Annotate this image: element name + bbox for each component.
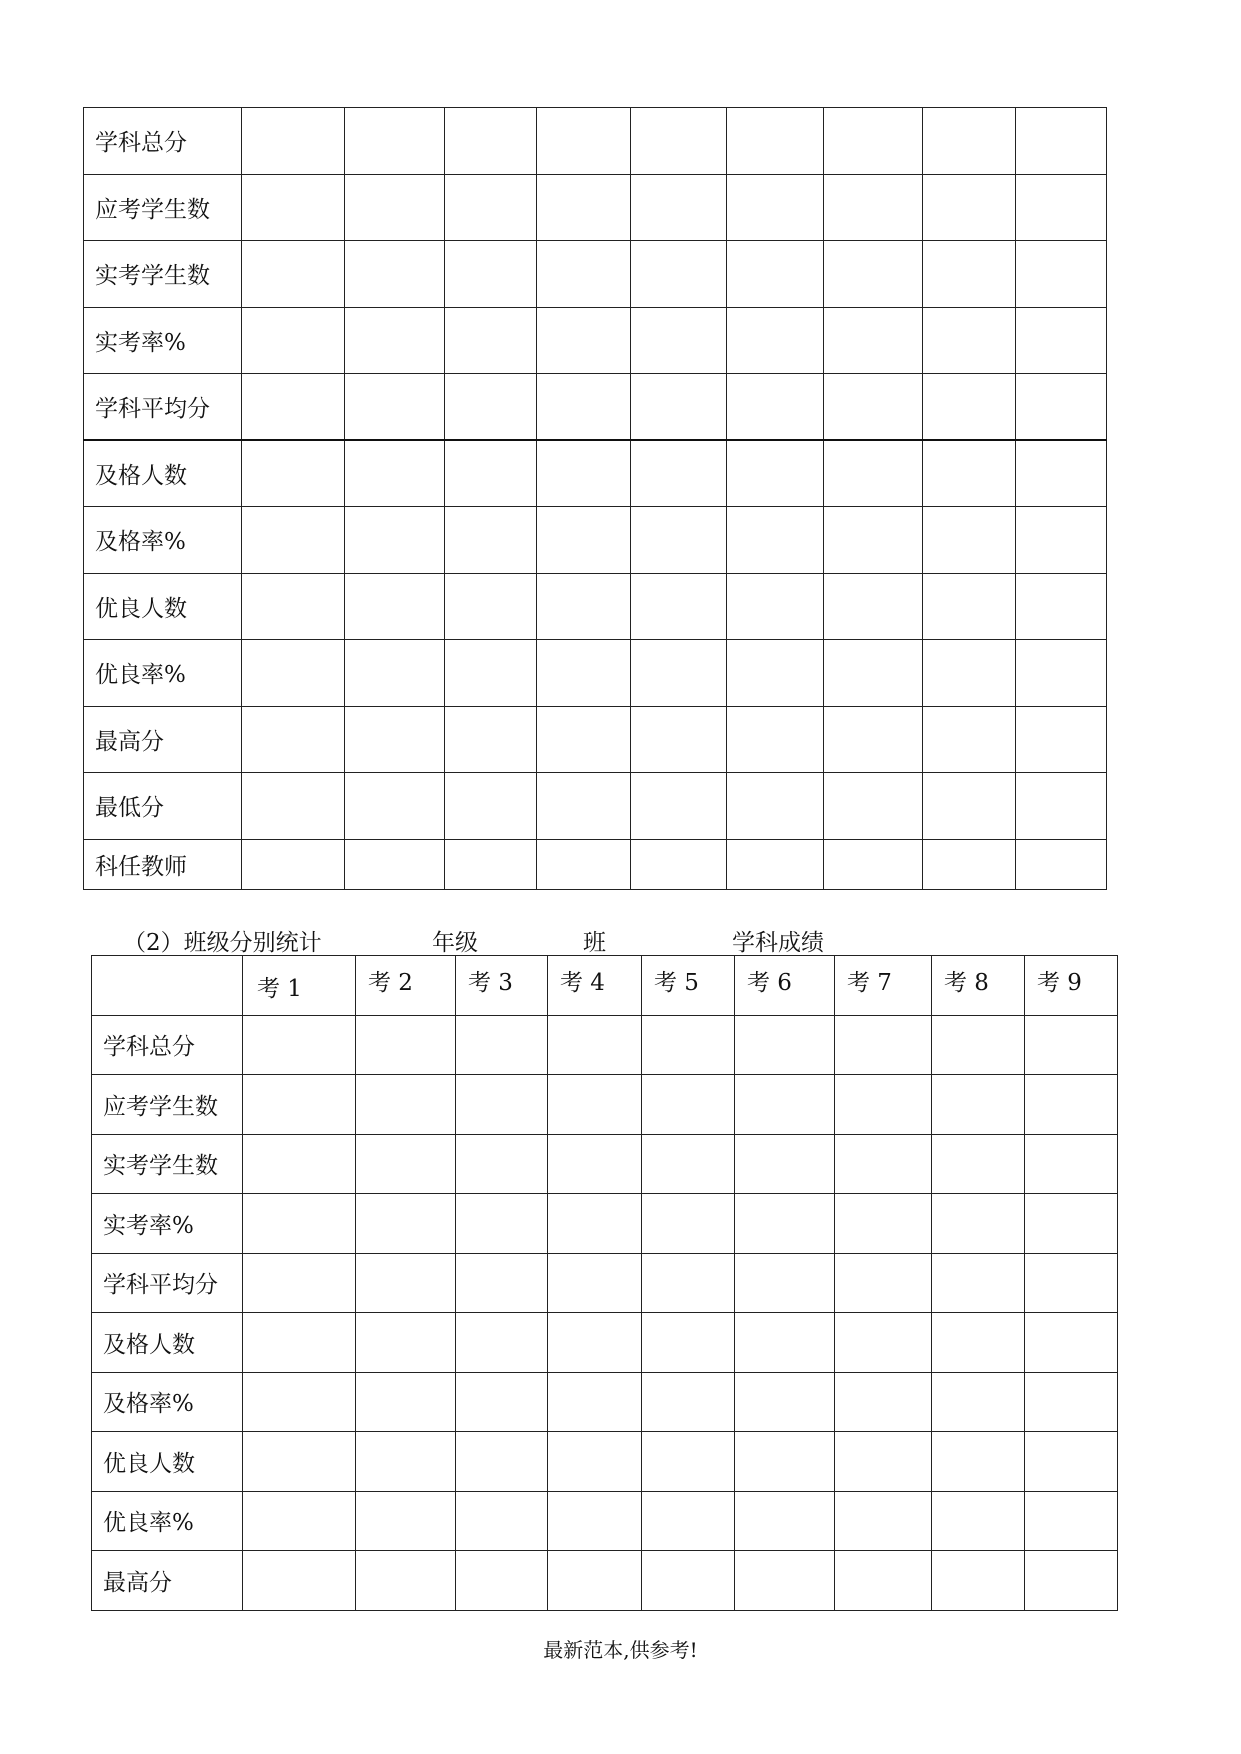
data-cell[interactable]	[537, 374, 631, 441]
data-cell[interactable]	[345, 108, 445, 175]
data-cell[interactable]	[1025, 1551, 1118, 1611]
row-label: 及格率%	[92, 1372, 243, 1432]
data-cell[interactable]	[642, 1313, 735, 1373]
data-cell[interactable]	[1025, 1253, 1118, 1313]
data-cell[interactable]	[242, 839, 345, 889]
data-cell[interactable]	[642, 1372, 735, 1432]
data-cell[interactable]	[824, 241, 923, 308]
data-cell[interactable]	[727, 640, 824, 707]
data-cell[interactable]	[735, 1194, 835, 1254]
row-label: 科任教师	[84, 839, 242, 889]
data-cell[interactable]	[923, 174, 1016, 241]
data-cell[interactable]	[242, 241, 345, 308]
data-cell[interactable]	[932, 1194, 1025, 1254]
data-cell[interactable]	[642, 1432, 735, 1492]
data-cell[interactable]	[1016, 108, 1107, 175]
data-cell[interactable]	[932, 1075, 1025, 1135]
data-cell[interactable]	[445, 440, 537, 507]
data-cell[interactable]	[735, 1134, 835, 1194]
data-cell[interactable]	[1025, 1313, 1118, 1373]
data-cell[interactable]	[923, 307, 1016, 374]
data-cell[interactable]	[243, 1075, 356, 1135]
data-cell[interactable]	[631, 440, 727, 507]
data-cell[interactable]	[1016, 573, 1107, 640]
table-row	[84, 507, 1107, 574]
data-cell[interactable]	[356, 1075, 456, 1135]
data-cell[interactable]	[642, 1194, 735, 1254]
data-cell[interactable]	[356, 1372, 456, 1432]
data-cell[interactable]	[932, 1432, 1025, 1492]
table-row	[92, 1075, 1118, 1135]
data-cell[interactable]	[835, 1432, 932, 1492]
data-cell[interactable]	[1016, 307, 1107, 374]
data-cell[interactable]	[456, 1491, 548, 1551]
section-caption-class: 班	[583, 930, 606, 956]
data-cell[interactable]	[727, 839, 824, 889]
data-cell[interactable]	[537, 773, 631, 840]
data-cell[interactable]	[923, 839, 1016, 889]
table-row	[84, 706, 1107, 773]
table-row	[84, 440, 1107, 507]
row-label: 实考率%	[92, 1194, 243, 1254]
table-row	[84, 374, 1107, 441]
data-cell[interactable]	[345, 839, 445, 889]
data-cell[interactable]	[243, 1134, 356, 1194]
column-header: 考 2	[356, 956, 456, 1016]
data-cell[interactable]	[932, 1253, 1025, 1313]
data-cell[interactable]	[824, 706, 923, 773]
data-cell[interactable]	[824, 573, 923, 640]
data-cell[interactable]	[932, 1491, 1025, 1551]
data-cell[interactable]	[1016, 440, 1107, 507]
data-cell[interactable]	[243, 1551, 356, 1611]
data-cell[interactable]	[631, 108, 727, 175]
data-cell[interactable]	[548, 1491, 642, 1551]
data-cell[interactable]	[345, 241, 445, 308]
data-cell[interactable]	[1025, 1194, 1118, 1254]
table-row	[84, 839, 1107, 889]
data-cell[interactable]	[537, 507, 631, 574]
data-cell[interactable]	[727, 706, 824, 773]
data-cell[interactable]	[456, 1253, 548, 1313]
footer-note: 最新范本,供参考!	[543, 1638, 698, 1662]
corner-cell	[92, 956, 243, 1016]
subject-statistics-table	[83, 107, 1107, 890]
table-row	[92, 1194, 1118, 1254]
data-cell[interactable]	[1016, 374, 1107, 441]
data-cell[interactable]	[356, 1432, 456, 1492]
data-cell[interactable]	[537, 307, 631, 374]
data-cell[interactable]	[631, 307, 727, 374]
row-label: 优良人数	[84, 573, 242, 640]
table-row	[84, 241, 1107, 308]
data-cell[interactable]	[548, 1075, 642, 1135]
row-label: 实考学生数	[84, 241, 242, 308]
data-cell[interactable]	[345, 640, 445, 707]
data-cell[interactable]	[537, 241, 631, 308]
data-cell[interactable]	[932, 1134, 1025, 1194]
data-cell[interactable]	[456, 1551, 548, 1611]
data-cell[interactable]	[824, 108, 923, 175]
data-cell[interactable]	[735, 1015, 835, 1075]
data-cell[interactable]	[456, 1194, 548, 1254]
data-cell[interactable]	[932, 1551, 1025, 1611]
data-cell[interactable]	[345, 507, 445, 574]
data-cell[interactable]	[923, 640, 1016, 707]
row-label: 优良率%	[92, 1491, 243, 1551]
data-cell[interactable]	[356, 1015, 456, 1075]
table-row	[92, 1372, 1118, 1432]
data-cell[interactable]	[243, 1372, 356, 1432]
data-cell[interactable]	[631, 507, 727, 574]
row-label: 优良人数	[92, 1432, 243, 1492]
data-cell[interactable]	[631, 573, 727, 640]
row-label: 应考学生数	[92, 1075, 243, 1135]
data-cell[interactable]	[243, 1253, 356, 1313]
data-cell[interactable]	[835, 1313, 932, 1373]
data-cell[interactable]	[356, 1551, 456, 1611]
data-cell[interactable]	[727, 241, 824, 308]
column-header: 考 3	[456, 956, 548, 1016]
data-cell[interactable]	[727, 307, 824, 374]
data-cell[interactable]	[356, 1491, 456, 1551]
data-cell[interactable]	[631, 839, 727, 889]
row-label: 实考率%	[84, 307, 242, 374]
class-statistics-table	[91, 955, 1118, 1611]
column-header: 考 4	[548, 956, 642, 1016]
data-cell[interactable]	[1025, 1134, 1118, 1194]
data-cell[interactable]	[727, 573, 824, 640]
data-cell[interactable]	[356, 1253, 456, 1313]
data-cell[interactable]	[824, 307, 923, 374]
data-cell[interactable]	[456, 1432, 548, 1492]
row-label: 学科平均分	[92, 1253, 243, 1313]
data-cell[interactable]	[824, 773, 923, 840]
data-cell[interactable]	[835, 1134, 932, 1194]
data-cell[interactable]	[456, 1372, 548, 1432]
data-cell[interactable]	[445, 108, 537, 175]
data-cell[interactable]	[735, 1372, 835, 1432]
table-row	[84, 307, 1107, 374]
data-cell[interactable]	[824, 174, 923, 241]
table-row	[92, 1551, 1118, 1611]
column-header: 考 6	[735, 956, 835, 1016]
data-cell[interactable]	[345, 374, 445, 441]
data-cell[interactable]	[1016, 839, 1107, 889]
data-cell[interactable]	[445, 174, 537, 241]
data-cell[interactable]	[631, 706, 727, 773]
data-cell[interactable]	[445, 839, 537, 889]
column-header: 考 7	[835, 956, 932, 1016]
data-cell[interactable]	[548, 1551, 642, 1611]
data-cell[interactable]	[345, 440, 445, 507]
header-row	[92, 956, 1118, 1016]
data-cell[interactable]	[548, 1372, 642, 1432]
data-cell[interactable]	[1016, 640, 1107, 707]
data-cell[interactable]	[923, 573, 1016, 640]
table-row	[92, 1134, 1118, 1194]
data-cell[interactable]	[932, 1015, 1025, 1075]
data-cell[interactable]	[243, 1432, 356, 1492]
data-cell[interactable]	[345, 573, 445, 640]
data-cell[interactable]	[642, 1015, 735, 1075]
data-cell[interactable]	[735, 1551, 835, 1611]
data-cell[interactable]	[923, 241, 1016, 308]
data-cell[interactable]	[631, 174, 727, 241]
data-cell[interactable]	[1016, 507, 1107, 574]
data-cell[interactable]	[642, 1075, 735, 1135]
data-cell[interactable]	[242, 573, 345, 640]
row-label: 及格人数	[92, 1313, 243, 1373]
row-label: 学科总分	[92, 1015, 243, 1075]
data-cell[interactable]	[1025, 1075, 1118, 1135]
data-cell[interactable]	[345, 307, 445, 374]
table-row	[84, 773, 1107, 840]
row-label: 学科平均分	[84, 374, 242, 441]
data-cell[interactable]	[456, 1015, 548, 1075]
data-cell[interactable]	[631, 241, 727, 308]
data-cell[interactable]	[548, 1432, 642, 1492]
data-cell[interactable]	[537, 174, 631, 241]
data-cell[interactable]	[824, 640, 923, 707]
data-cell[interactable]	[456, 1075, 548, 1135]
data-cell[interactable]	[345, 706, 445, 773]
data-cell[interactable]	[243, 1491, 356, 1551]
data-cell[interactable]	[242, 440, 345, 507]
table-row	[84, 108, 1107, 175]
data-cell[interactable]	[1016, 174, 1107, 241]
data-cell[interactable]	[923, 507, 1016, 574]
section-caption-prefix: （2）班级分别统计	[123, 930, 322, 956]
data-cell[interactable]	[923, 374, 1016, 441]
data-cell[interactable]	[1025, 1491, 1118, 1551]
data-cell[interactable]	[548, 1253, 642, 1313]
data-cell[interactable]	[735, 1432, 835, 1492]
table-row	[84, 174, 1107, 241]
data-cell[interactable]	[631, 374, 727, 441]
data-cell[interactable]	[923, 773, 1016, 840]
data-cell[interactable]	[445, 241, 537, 308]
data-cell[interactable]	[242, 374, 345, 441]
data-cell[interactable]	[243, 1194, 356, 1254]
table-row	[92, 1253, 1118, 1313]
data-cell[interactable]	[242, 507, 345, 574]
data-cell[interactable]	[445, 706, 537, 773]
table-row	[92, 1432, 1118, 1492]
table-row	[92, 1491, 1118, 1551]
data-cell[interactable]	[345, 174, 445, 241]
data-cell[interactable]	[727, 773, 824, 840]
data-cell[interactable]	[735, 1313, 835, 1373]
row-label: 优良率%	[84, 640, 242, 707]
data-cell[interactable]	[835, 1015, 932, 1075]
data-cell[interactable]	[548, 1134, 642, 1194]
column-header: 考 5	[642, 956, 735, 1016]
data-cell[interactable]	[242, 108, 345, 175]
data-cell[interactable]	[835, 1075, 932, 1135]
data-cell[interactable]	[356, 1134, 456, 1194]
data-cell[interactable]	[835, 1372, 932, 1432]
section-caption-grade: 年级	[432, 930, 478, 956]
data-cell[interactable]	[537, 839, 631, 889]
data-cell[interactable]	[923, 108, 1016, 175]
data-cell[interactable]	[727, 108, 824, 175]
data-cell[interactable]	[923, 440, 1016, 507]
data-cell[interactable]	[727, 507, 824, 574]
data-cell[interactable]	[727, 174, 824, 241]
data-cell[interactable]	[445, 307, 537, 374]
data-cell[interactable]	[445, 507, 537, 574]
table-row	[84, 640, 1107, 707]
table-row	[92, 1313, 1118, 1373]
data-cell[interactable]	[456, 1313, 548, 1373]
data-cell[interactable]	[824, 839, 923, 889]
data-cell[interactable]	[537, 573, 631, 640]
data-cell[interactable]	[735, 1075, 835, 1135]
data-cell[interactable]	[642, 1253, 735, 1313]
data-cell[interactable]	[345, 773, 445, 840]
data-cell[interactable]	[1025, 1372, 1118, 1432]
data-cell[interactable]	[835, 1551, 932, 1611]
data-cell[interactable]	[642, 1551, 735, 1611]
row-label: 实考学生数	[92, 1134, 243, 1194]
data-cell[interactable]	[824, 374, 923, 441]
data-cell[interactable]	[1025, 1015, 1118, 1075]
data-cell[interactable]	[445, 374, 537, 441]
data-cell[interactable]	[537, 706, 631, 773]
data-cell[interactable]	[537, 640, 631, 707]
row-label: 及格率%	[84, 507, 242, 574]
data-cell[interactable]	[243, 1313, 356, 1373]
data-cell[interactable]	[835, 1194, 932, 1254]
data-cell[interactable]	[642, 1491, 735, 1551]
data-cell[interactable]	[735, 1491, 835, 1551]
data-cell[interactable]	[356, 1194, 456, 1254]
data-cell[interactable]	[537, 440, 631, 507]
data-cell[interactable]	[1016, 241, 1107, 308]
data-cell[interactable]	[824, 440, 923, 507]
data-cell[interactable]	[735, 1253, 835, 1313]
data-cell[interactable]	[242, 640, 345, 707]
data-cell[interactable]	[548, 1015, 642, 1075]
data-cell[interactable]	[631, 640, 727, 707]
data-cell[interactable]	[445, 573, 537, 640]
data-cell[interactable]	[1016, 773, 1107, 840]
row-label: 应考学生数	[84, 174, 242, 241]
data-cell[interactable]	[1016, 706, 1107, 773]
data-cell[interactable]	[242, 307, 345, 374]
data-cell[interactable]	[456, 1134, 548, 1194]
row-label: 最高分	[84, 706, 242, 773]
table-row	[92, 1015, 1118, 1075]
data-cell[interactable]	[923, 706, 1016, 773]
row-label: 最低分	[84, 773, 242, 840]
data-cell[interactable]	[548, 1313, 642, 1373]
data-cell[interactable]	[242, 706, 345, 773]
data-cell[interactable]	[537, 108, 631, 175]
data-cell[interactable]	[356, 1313, 456, 1373]
row-label: 最高分	[92, 1551, 243, 1611]
data-cell[interactable]	[932, 1313, 1025, 1373]
row-label: 学科总分	[84, 108, 242, 175]
data-cell[interactable]	[243, 1015, 356, 1075]
data-cell[interactable]	[932, 1372, 1025, 1432]
data-cell[interactable]	[727, 374, 824, 441]
data-cell[interactable]	[642, 1134, 735, 1194]
column-header: 考 1	[243, 956, 356, 1016]
column-header: 考 9	[1025, 956, 1118, 1016]
data-cell[interactable]	[242, 174, 345, 241]
data-cell[interactable]	[445, 640, 537, 707]
row-label: 及格人数	[84, 440, 242, 507]
data-cell[interactable]	[824, 507, 923, 574]
data-cell[interactable]	[835, 1253, 932, 1313]
data-cell[interactable]	[1025, 1432, 1118, 1492]
data-cell[interactable]	[631, 773, 727, 840]
data-cell[interactable]	[727, 440, 824, 507]
column-header: 考 8	[932, 956, 1025, 1016]
section-caption-subject: 学科成绩	[732, 930, 824, 956]
data-cell[interactable]	[445, 773, 537, 840]
data-cell[interactable]	[548, 1194, 642, 1254]
data-cell[interactable]	[835, 1491, 932, 1551]
data-cell[interactable]	[242, 773, 345, 840]
table-row	[84, 573, 1107, 640]
